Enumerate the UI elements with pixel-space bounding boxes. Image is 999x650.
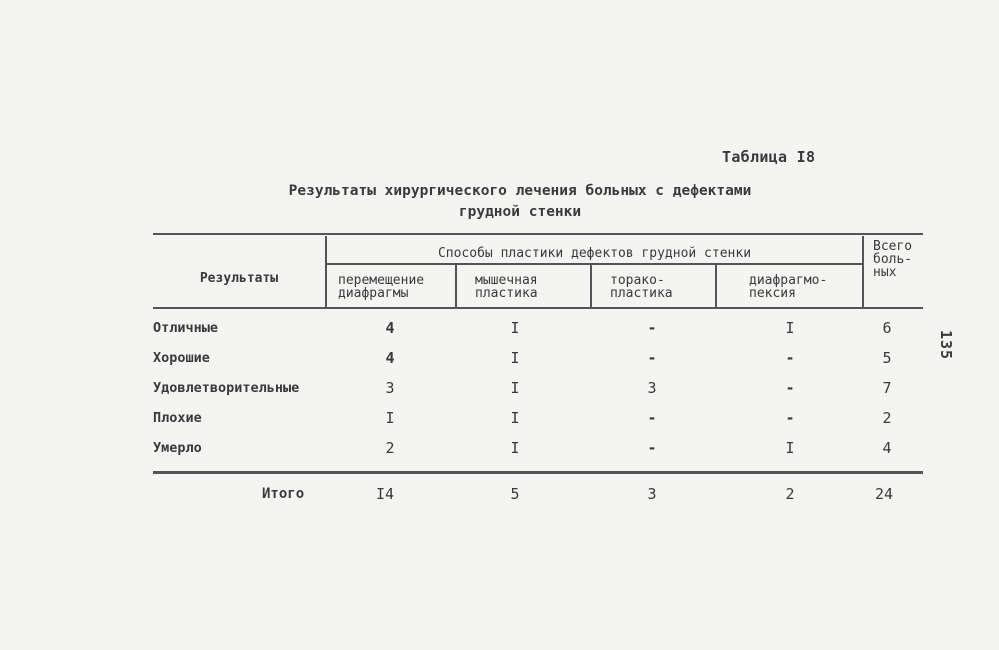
header-col-muscle-plasty: мышечная пластика [475,273,538,301]
table-cell: - [647,319,657,337]
table-cell: 4 [385,319,395,337]
header-bottom-rule [153,307,923,309]
column-divider [715,264,717,308]
header-total-patients: Всего боль- ных [873,239,913,280]
header-col-diaphragm-displacement: перемещение диафрагмы [338,273,425,301]
table-cell: I [510,439,520,457]
table-cell: I [510,319,520,337]
column-divider [862,236,864,308]
row-label: Плохие [153,410,202,426]
total-cell: 5 [510,485,520,503]
table-cell: 4 [882,439,892,457]
table-cell: I [785,319,795,337]
group-header-underline [327,263,862,265]
table-cell: 3 [647,379,657,397]
column-divider [455,264,457,308]
table-cell: I [385,409,395,427]
table-cell: - [647,439,657,457]
table-cell: 3 [385,379,395,397]
table-cell: - [785,349,795,367]
table-cell: - [785,409,795,427]
table-body-bottom-rule [153,471,923,474]
table-cell: 2 [882,409,892,427]
table-cell: I [510,409,520,427]
table-title-line-2: грудной стенки [458,204,582,220]
header-group-methods: Способы пластики дефектов грудной стенки [437,246,752,261]
column-divider [590,264,592,308]
table-cell: - [647,349,657,367]
table-number-label: Таблица I8 [722,148,816,166]
header-col-diaphragmopexy: диафрагмо- пексия [749,273,828,301]
total-cell: 24 [874,485,894,503]
header-results: Результаты [199,271,279,286]
table-top-rule [153,233,923,235]
table-cell: I [510,349,520,367]
table-cell: - [785,379,795,397]
table-cell: I [510,379,520,397]
page-number: 135 [937,330,955,361]
table-cell: 7 [882,379,892,397]
header-col-thoracoplasty: торако- пластика [610,273,673,301]
row-label: Умерло [153,440,202,456]
row-label: Хорошие [153,350,210,366]
table-cell: 4 [385,349,395,367]
total-cell: 3 [647,485,657,503]
row-label: Отличные [153,320,219,336]
table-cell: - [647,409,657,427]
table-cell: 5 [882,349,892,367]
table-cell: I [785,439,795,457]
total-cell: I4 [375,485,395,503]
total-cell: 2 [785,485,795,503]
table-title-line-1: Результаты хирургического лечения больных с дефектами [288,183,752,199]
total-row-label: Итого [262,486,305,502]
table-title [200,181,840,223]
row-label: Удовлетворительные [153,380,300,396]
table-cell: 6 [882,319,892,337]
table-cell: 2 [385,439,395,457]
